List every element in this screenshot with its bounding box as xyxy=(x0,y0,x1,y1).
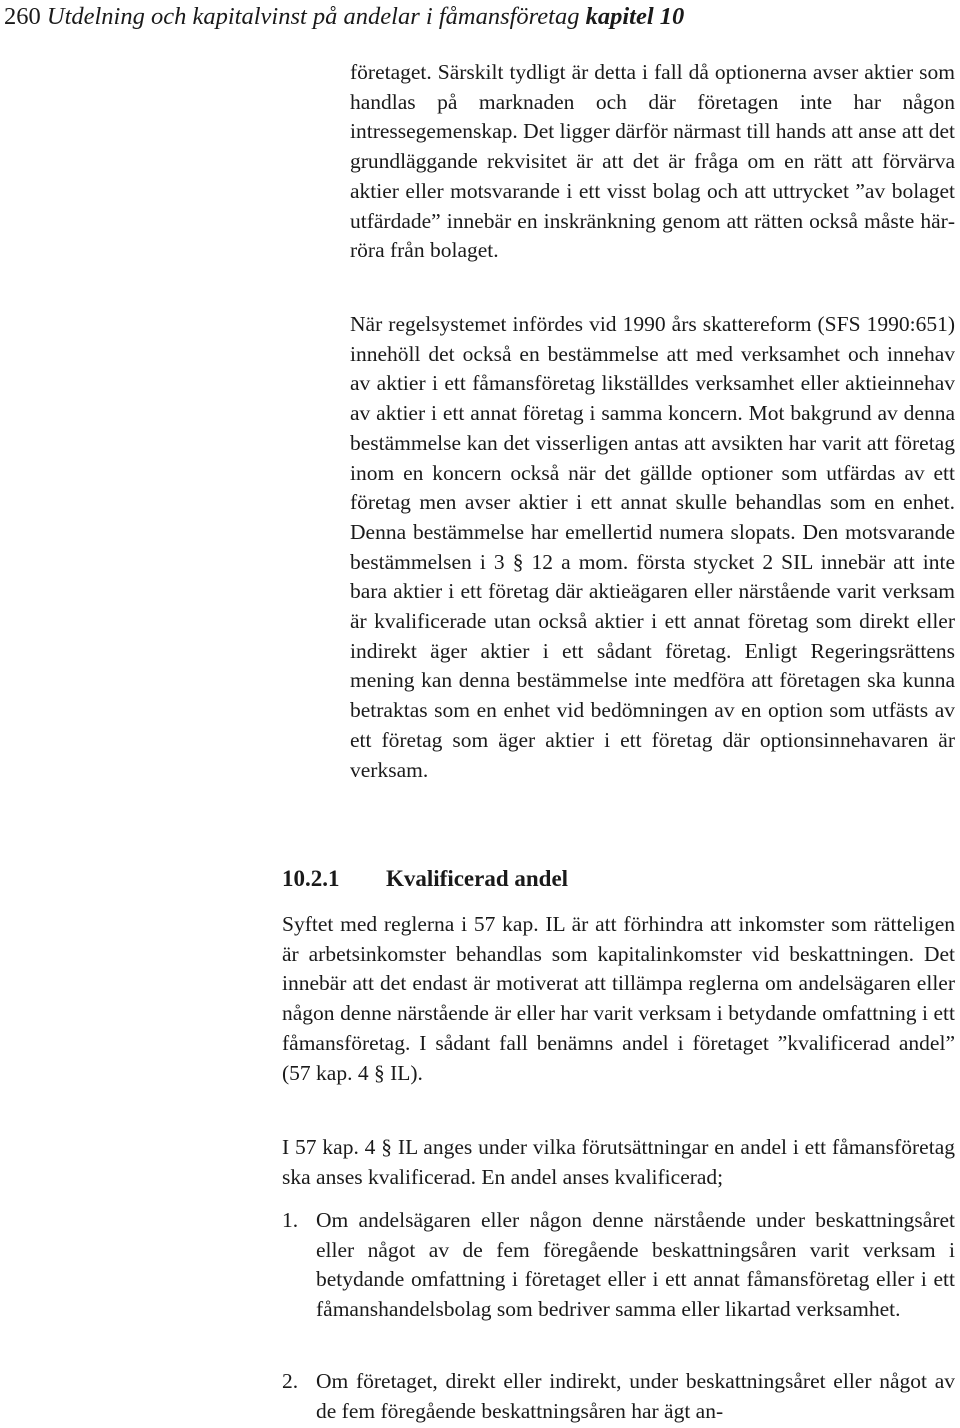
running-title: Utdelning och kapitalvinst på andelar i fåmansföretag xyxy=(46,3,580,30)
paragraph-text: I 57 kap. 4 § IL anges under vilka förutsättningar en andel i ett fåmansföretag ska anses kvalificerad. En andel anses kvalificerad; xyxy=(282,1135,955,1189)
paragraph-continued xyxy=(350,58,955,266)
paragraph-syftet xyxy=(282,910,955,1088)
section-number: 10.2.1 xyxy=(282,866,340,891)
running-header xyxy=(4,2,684,32)
section-heading xyxy=(282,866,568,892)
paragraph-text: Syftet med reglerna i 57 kap. IL är att förhindra att inkomster som rätteligen är arbetsinkomster behandlas som kapitalinkomster vid beskattningen. Det innebär att det endast är motiverat att tillämpa reglerna om andelsägaren eller någon denne närstående är eller har varit verksam i betydande omfattning i ett fåmansföretag. I sådant fall benämns andel i företaget ”kvalificerad andel” (57 kap. 4 § IL). xyxy=(282,912,955,1085)
list-item xyxy=(282,1206,955,1325)
section-title: Kvalificerad andel xyxy=(386,866,569,891)
list-item-text: Om andelsägaren eller någon denne närstående under beskattningsåret eller något av de fem föregående beskattningsåren varit verksam i betydande omfattning i företaget eller i ett annat fåmansföretag eller i ett fåmanshandelsbolag som bedriver samma eller likartad verksamhet. xyxy=(316,1208,955,1322)
paragraph-text: företaget. Särskilt tydligt är detta i fall då optionerna avser aktier som handlas på marknaden och där företagen inte har någon intressegemenskap. Det ligger därför närmast till hands att anse att det grundläggande rekvisitet är att det är fråga om en rätt att förvärva aktier eller motsvarande i ett visst bolag och att uttrycket ”av bolaget utfärdade” innebär en inskränkning genom att rätten också måste härröra från bolaget. xyxy=(350,60,955,263)
page-number: 260 xyxy=(4,3,41,30)
chapter-label: kapitel 10 xyxy=(585,3,685,30)
paragraph-text: När regelsystemet infördes vid 1990 års skattereform (SFS 1990:651) innehöll det också en bestämmelse att med verksamhet och innehav av aktier i ett fåmansföretag likställdes verksamhet eller aktieinnehav av aktier i ett annat företag i samma koncern. Mot bakgrund av denna bestämmelse kan det visserligen antas att avsikten har varit att företag inom en koncern också när det gällde optioner som utfärdas av ett företag men avser aktier i ett annat skulle behandlas som en enhet. Denna bestämmelse har emellertid numera slopats. Den motsvarande bestämmelsen i 3 § 12 a mom. första stycket 2 SIL innebär att inte bara aktier i ett företag där aktieägaren eller närstående varit verksam är kvalificerade utan också aktier i ett annat företag som direkt eller indirekt äger aktier i ett sådant företag. Enligt Regeringsrättens mening kan denna bestämmelse inte medföra att företagen ska kunna betraktas som en enhet vid bedömningen av en option som utfästs av ett företag som äger aktier i ett företag där optionsinnehavaren är verksam. xyxy=(350,312,955,782)
list-item-number: 1. xyxy=(282,1208,299,1232)
list-item-text: Om företaget, direkt eller indirekt, under beskattningsåret eller något av de fem föregående beskattningsåren har ägt an- xyxy=(316,1369,955,1423)
paragraph-regelsystemet xyxy=(350,310,955,785)
paragraph-intro-list xyxy=(282,1133,955,1192)
list-item xyxy=(282,1367,955,1426)
list-item-number: 2. xyxy=(282,1369,299,1393)
